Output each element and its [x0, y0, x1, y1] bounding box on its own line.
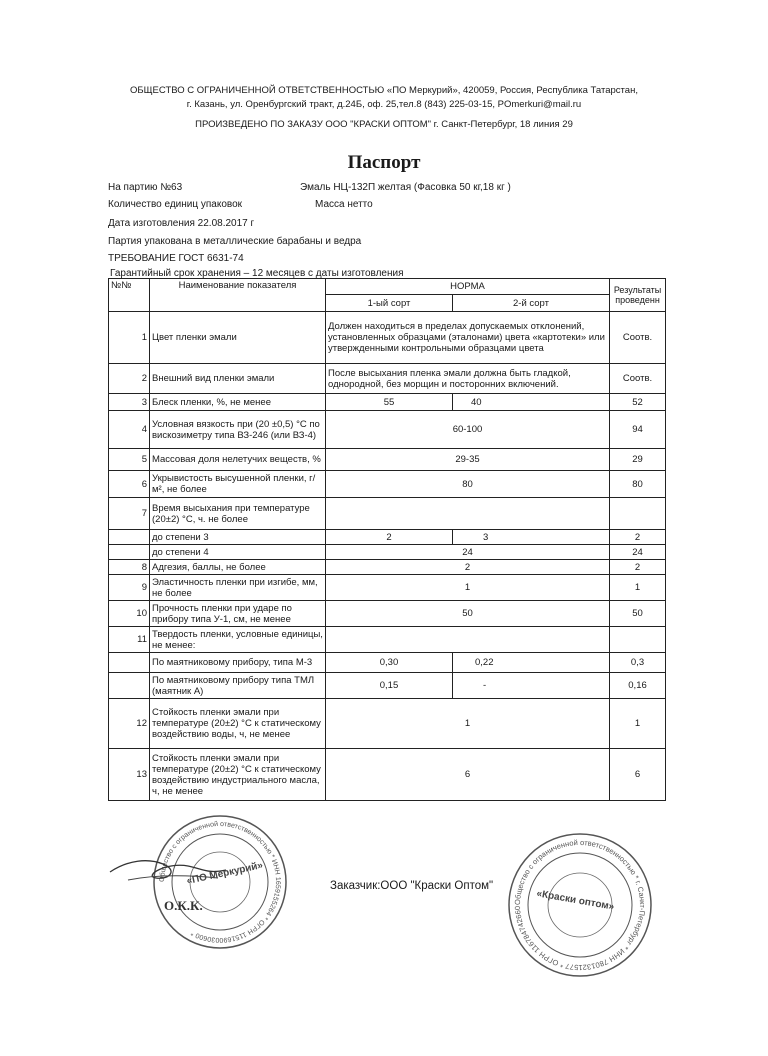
row-result: Соотв.: [610, 312, 666, 364]
header-norm: НОРМА: [326, 279, 610, 295]
row-name: Прочность пленки при ударе по прибору типа У-1, см, не менее: [150, 601, 326, 627]
row-sort-2: -: [453, 673, 610, 699]
row-name: Условная вязкость при (20 ±0,5) °С по вискозиметру типа ВЗ-246 (или ВЗ-4): [150, 411, 326, 449]
company-line-2: г. Казань, ул. Оренбургский тракт, д.24Б, оф. 25,тел.8 (843) 225-03-15, POmerkuri@mail.ru: [186, 99, 582, 110]
table-row: [109, 627, 666, 653]
row-norm: 50: [326, 601, 610, 627]
row-sort-1: 2: [326, 530, 453, 545]
row-name: Укрывистость высушенной пленки, г/м², не более: [150, 471, 326, 498]
specification-table: [108, 278, 666, 801]
table-row: [109, 411, 666, 449]
row-name: Время высыхания при температуре (20±2) °С, ч. не более: [150, 498, 326, 530]
order-line: ПРОИЗВЕДЕНО ПО ЗАКАЗУ ООО "КРАСКИ ОПТОМ" г. Санкт-Петербург, 18 линия 29: [195, 119, 573, 130]
table-row: [109, 364, 666, 394]
table-row: [109, 601, 666, 627]
row-result: 50: [610, 601, 666, 627]
row-name: Блеск пленки, %, не менее: [150, 394, 326, 411]
table-row: [109, 653, 666, 673]
row-norm: 24: [326, 545, 610, 560]
net-mass: Масса нетто: [315, 199, 373, 210]
signature: [108, 850, 228, 890]
row-result: 2: [610, 560, 666, 575]
table-row: [109, 560, 666, 575]
table-row: [109, 673, 666, 699]
row-number: 11: [109, 627, 150, 653]
row-number: 13: [109, 749, 150, 801]
row-norm: 29-35: [326, 449, 610, 471]
row-result: 0,16: [610, 673, 666, 699]
row-norm: Должен находиться в пределах допускаемых отклонений, установленных образцами (эталонами) цвета «картотеки» или утвержденными контрольными образцами цвета: [326, 312, 610, 364]
row-name: до степени 4: [150, 545, 326, 560]
row-name: Твердость пленки, условные единицы, не менее:: [150, 627, 326, 653]
manufacture-date: Дата изготовления 22.08.2017 г: [108, 218, 255, 229]
row-result: 1: [610, 575, 666, 601]
table-row: [109, 394, 666, 411]
row-result: 94: [610, 411, 666, 449]
row-result: 80: [610, 471, 666, 498]
row-norm: 6: [326, 749, 610, 801]
row-name: Стойкость пленки эмали при температуре (20±2) °С к статическому воздействию индустриального масла, ч, не менее: [150, 749, 326, 801]
table-row: [109, 749, 666, 801]
row-result: 2: [610, 530, 666, 545]
header-name: Наименование показателя: [150, 279, 326, 312]
company-line-1: ОБЩЕСТВО С ОГРАНИЧЕННОЙ ОТВЕТСТВЕННОСТЬЮ «ПО Меркурий», 420059, Россия, Республика Татарстан,: [130, 85, 638, 96]
row-result: 24: [610, 545, 666, 560]
header-sort-2: 2-й сорт: [453, 295, 610, 312]
table-row: [109, 498, 666, 530]
row-number: 6: [109, 471, 150, 498]
row-number: 4: [109, 411, 150, 449]
seal-right-name: «Краски оптом»: [535, 888, 616, 913]
row-name: Внешний вид пленки эмали: [150, 364, 326, 394]
seal-right-ring-text: Общество с ограниченной ответственностью * г. Санкт-Петербург * ИНН 7801321577 * ОГРН 116784742660: [512, 837, 648, 973]
gost-requirement: ТРЕБОВАНИЕ ГОСТ 6631-74: [108, 253, 244, 264]
header-result: Результаты проведенн: [610, 279, 666, 312]
table-row: [109, 530, 666, 545]
row-sort-1: 55: [326, 394, 453, 411]
row-name: По маятниковому прибору типа ТМЛ (маятник А): [150, 673, 326, 699]
table-row: [109, 545, 666, 560]
row-number: 1: [109, 312, 150, 364]
row-norm: 60-100: [326, 411, 610, 449]
packing-info: Партия упакована в металлические барабаны и ведра: [108, 236, 362, 247]
row-name: По маятниковому прибору, типа М-3: [150, 653, 326, 673]
row-result: 29: [610, 449, 666, 471]
row-result: 0,3: [610, 653, 666, 673]
seal-left-ring-text: Общество с ограниченной ответственностью * ИНН 1659155264 * ОГРН 1151690030600 *: [158, 820, 282, 944]
row-name: Эластичность пленки при изгибе, мм, не более: [150, 575, 326, 601]
okk-mark: О.К.К.: [164, 898, 203, 913]
row-name: Стойкость пленки эмали при температуре (20±2) °С к статическому воздействию воды, ч, не менее: [150, 699, 326, 749]
row-number: 9: [109, 575, 150, 601]
row-sort-2: 0,22: [453, 653, 610, 673]
row-norm: 1: [326, 699, 610, 749]
row-sort-2: 3: [453, 530, 610, 545]
row-name: Цвет пленки эмали: [150, 312, 326, 364]
customer-label: Заказчик:ООО "Краски Оптом": [330, 880, 494, 892]
row-norm: После высыхания пленка эмали должна быть гладкой, однородной, без морщин и посторонних включений.: [326, 364, 610, 394]
row-norm: 1: [326, 575, 610, 601]
table-row: [109, 312, 666, 364]
product-name: Эмаль НЦ-132П желтая (Фасовка 50 кг,18 кг ): [300, 182, 511, 193]
package-count: Количество единиц упаковок: [108, 199, 243, 210]
table-row: [109, 449, 666, 471]
row-sort-1: 0,15: [326, 673, 453, 699]
row-number: 10: [109, 601, 150, 627]
seal-left-name: «ПО Меркурий»: [185, 860, 265, 887]
table-row: [109, 471, 666, 498]
row-name: Адгезия, баллы, не более: [150, 560, 326, 575]
document-title: Паспорт: [347, 152, 421, 173]
row-sort-1: 0,30: [326, 653, 453, 673]
table-row: [109, 575, 666, 601]
row-norm: 80: [326, 471, 610, 498]
row-number: 12: [109, 699, 150, 749]
row-number: 7: [109, 498, 150, 530]
row-result: 1: [610, 699, 666, 749]
row-result: 6: [610, 749, 666, 801]
header-sort-1: 1-ый сорт: [326, 295, 453, 312]
row-sort-2: 40: [453, 394, 610, 411]
table-row: [109, 699, 666, 749]
row-number: 5: [109, 449, 150, 471]
row-number: 8: [109, 560, 150, 575]
row-number: 3: [109, 394, 150, 411]
row-result: 52: [610, 394, 666, 411]
row-name: Массовая доля нелетучих веществ, %: [150, 449, 326, 471]
row-norm: 2: [326, 560, 610, 575]
batch-number: На партию №63: [108, 182, 183, 193]
row-number: 2: [109, 364, 150, 394]
row-name: до степени 3: [150, 530, 326, 545]
warranty-info: Гарантийный срок хранения – 12 месяцев с даты изготовления: [110, 268, 404, 279]
row-result: Соотв.: [610, 364, 666, 394]
header-number: №№: [109, 279, 150, 312]
